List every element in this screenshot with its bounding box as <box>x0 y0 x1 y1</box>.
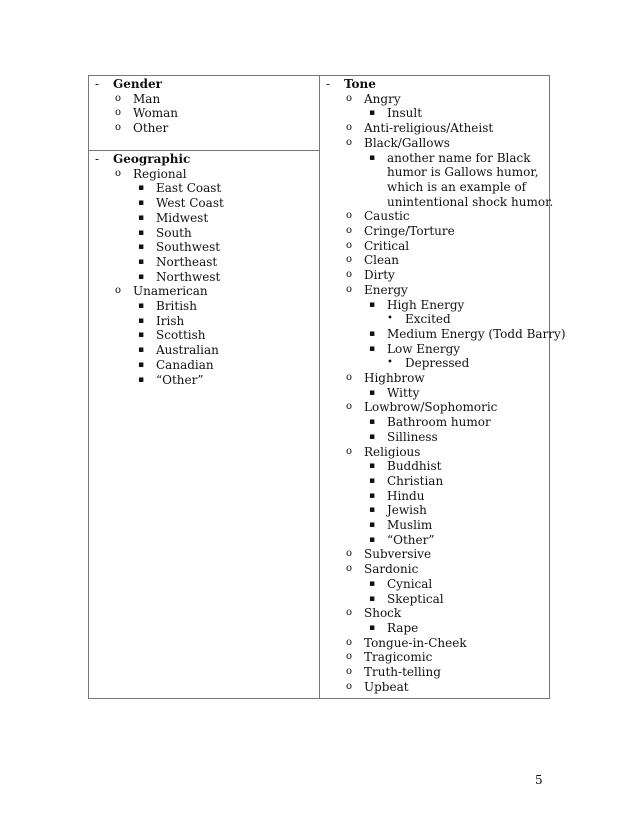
list-item <box>320 430 551 445</box>
circle-bullet-icon: o <box>346 372 353 383</box>
list-item <box>89 240 319 255</box>
square-bullet-icon: ▪ <box>369 387 376 398</box>
circle-bullet-icon: o <box>346 225 353 236</box>
list-item <box>320 518 551 533</box>
region-item: Southwest <box>156 240 221 255</box>
list-item <box>320 386 551 401</box>
list-item <box>320 283 551 298</box>
gender-heading-row <box>89 77 319 92</box>
circle-bullet-icon: o <box>346 680 353 692</box>
list-item <box>89 328 319 343</box>
list-item <box>89 284 319 299</box>
list-item <box>320 547 551 562</box>
list-item <box>320 312 551 327</box>
dot-bullet-icon: • <box>387 313 393 325</box>
list-item <box>320 298 551 313</box>
region-item: East Coast <box>156 181 222 196</box>
region-item: Northeast <box>156 254 218 269</box>
list-item <box>89 255 319 270</box>
circle-bullet-icon: o <box>346 563 353 575</box>
list-item <box>320 650 551 665</box>
square-bullet-icon: ▪ <box>138 330 145 341</box>
list-item <box>320 606 551 621</box>
circle-bullet-icon: o <box>346 136 353 148</box>
tone-subitem: High Energy <box>387 297 465 312</box>
list-item <box>320 577 551 592</box>
square-bullet-icon: ▪ <box>138 345 145 356</box>
gender-option: Man <box>133 91 161 106</box>
tone-item: Tragicomic <box>364 650 433 665</box>
list-item <box>320 356 551 371</box>
circle-bullet-icon: o <box>346 239 353 251</box>
dash-marker: - <box>326 77 331 91</box>
dash-marker: - <box>95 77 100 91</box>
region-item: South <box>156 225 192 240</box>
square-bullet-icon: ▪ <box>138 227 145 238</box>
unamerican-label: Unamerican <box>133 284 208 299</box>
square-bullet-icon: ▪ <box>138 183 145 194</box>
circle-bullet-icon: o <box>346 607 353 619</box>
tone-subitem-line: humor is Gallows humor, <box>387 165 539 180</box>
tone-subitem: Witty <box>387 385 420 400</box>
circle-bullet-icon: o <box>346 283 353 295</box>
list-item <box>320 151 551 166</box>
tone-subitem: Hindu <box>387 488 425 503</box>
square-bullet-icon: ▪ <box>138 212 145 223</box>
list-item <box>320 621 551 636</box>
list-item <box>320 77 551 92</box>
tone-item: Dirty <box>364 268 395 283</box>
square-bullet-icon: ▪ <box>369 475 376 486</box>
list-item <box>89 121 319 136</box>
circle-bullet-icon: o <box>346 666 353 677</box>
square-bullet-icon: ▪ <box>369 490 376 501</box>
tone-subitem: Muslim <box>387 518 433 532</box>
tone-item: Anti-religious/Atheist <box>364 121 494 136</box>
square-bullet-icon: ▪ <box>138 198 145 209</box>
list-item <box>89 343 319 358</box>
square-bullet-icon: ▪ <box>138 242 145 253</box>
circle-bullet-icon: o <box>346 269 353 281</box>
tone-item: Shock <box>364 606 402 621</box>
circle-bullet-icon: o <box>115 92 122 104</box>
dash-marker: - <box>95 152 100 166</box>
page-number: 5 <box>535 773 543 787</box>
dot-bullet-icon: • <box>387 357 393 369</box>
list-item <box>320 121 551 136</box>
tone-subitem: Low Energy <box>387 341 461 356</box>
list-item <box>320 239 551 254</box>
region-item: Canadian <box>156 357 214 372</box>
square-bullet-icon: ▪ <box>138 301 145 311</box>
tone-item: Truth-telling <box>364 665 441 679</box>
circle-bullet-icon: o <box>346 401 353 413</box>
circle-bullet-icon: o <box>346 122 353 134</box>
list-item <box>320 180 551 195</box>
region-item: “Other” <box>156 372 204 387</box>
circle-bullet-icon: o <box>346 445 353 457</box>
circle-bullet-icon: o <box>115 122 122 134</box>
tone-item: Cringe/Torture <box>364 224 455 238</box>
list-item <box>89 226 319 241</box>
tone-subitem: Insult <box>387 106 423 121</box>
tone-subitem-line: another name for Black <box>387 150 531 165</box>
geographic-heading: Geographic <box>113 152 191 166</box>
tone-subitem: Buddhist <box>387 459 442 474</box>
square-bullet-icon: ▪ <box>369 328 376 339</box>
list-item <box>89 92 319 107</box>
row-divider <box>89 150 319 151</box>
list-item <box>320 489 551 504</box>
tone-subitem: Cynical <box>387 576 433 591</box>
circle-bullet-icon: o <box>346 254 353 266</box>
list-item <box>320 136 551 151</box>
square-bullet-icon: ▪ <box>369 417 376 428</box>
list-item <box>320 445 551 460</box>
list-item <box>89 196 319 211</box>
circle-bullet-icon: o <box>115 285 122 297</box>
list-item <box>320 415 551 430</box>
region-item: Scottish <box>156 328 206 343</box>
list-item <box>320 326 566 342</box>
tone-subitem: “Other” <box>387 532 435 547</box>
list-item <box>320 194 554 210</box>
circle-bullet-icon: o <box>115 167 122 179</box>
tone-item: Lowbrow/Sophomoric <box>364 400 498 415</box>
list-item <box>320 92 551 107</box>
region-item: West Coast <box>156 196 224 211</box>
list-item <box>320 680 551 695</box>
tone-item: Clean <box>364 253 400 268</box>
circle-bullet-icon: o <box>115 107 122 119</box>
region-item: Irish <box>156 313 185 328</box>
list-item <box>320 665 551 680</box>
square-bullet-icon: ▪ <box>369 108 376 119</box>
regional-label: Regional <box>133 166 187 181</box>
tone-subitem: Silliness <box>387 429 438 444</box>
list-item <box>320 533 551 548</box>
list-item <box>320 400 551 415</box>
tone-item: Angry <box>364 91 401 106</box>
list-item <box>320 224 551 239</box>
tone-subitem: Skeptical <box>387 591 444 606</box>
tone-item: Subversive <box>364 547 432 562</box>
list-item <box>320 592 551 607</box>
gender-option: Other <box>133 121 169 136</box>
square-bullet-icon: ▪ <box>138 315 145 326</box>
gender-heading: Gender <box>113 77 162 91</box>
square-bullet-icon: ▪ <box>369 431 376 442</box>
list-item <box>320 253 551 268</box>
list-item <box>89 270 319 285</box>
region-item: Northwest <box>156 269 221 284</box>
tone-item: Upbeat <box>364 679 409 694</box>
tone-item: Energy <box>364 282 408 297</box>
list-item <box>320 459 551 474</box>
list-item <box>320 342 551 357</box>
square-bullet-icon: ▪ <box>369 534 376 545</box>
circle-bullet-icon: o <box>346 636 353 648</box>
region-item: British <box>156 299 197 313</box>
tone-item: Tongue-in-Cheek <box>364 635 467 650</box>
tone-subitem-line: unintentional shock humor. <box>387 194 554 209</box>
square-bullet-icon: ▪ <box>369 505 376 516</box>
list-item <box>320 165 551 180</box>
list-item <box>89 314 319 329</box>
square-bullet-icon: ▪ <box>138 256 145 267</box>
square-bullet-icon: ▪ <box>369 593 376 604</box>
list-item <box>89 358 319 373</box>
tone-item: Caustic <box>364 209 410 224</box>
square-bullet-icon: ▪ <box>138 359 145 370</box>
list-item <box>89 152 319 167</box>
tone-subitem: Rape <box>387 620 419 635</box>
tone-subitem-line: which is an example of <box>387 179 527 194</box>
square-bullet-icon: ▪ <box>369 343 376 354</box>
outline-table <box>88 75 566 699</box>
list-item <box>89 211 319 226</box>
list-item <box>320 371 551 386</box>
square-bullet-icon: ▪ <box>138 374 145 385</box>
list-item <box>89 299 319 314</box>
square-bullet-icon: ▪ <box>138 271 145 282</box>
tone-subsubitem: Depressed <box>405 356 470 371</box>
gender-option: Woman <box>133 106 179 121</box>
list-item <box>320 503 551 518</box>
circle-bullet-icon: o <box>346 651 353 663</box>
square-bullet-icon: ▪ <box>369 622 376 633</box>
tone-subsubitem: Excited <box>405 312 451 327</box>
list-item <box>89 106 319 121</box>
tone-subitem: Christian <box>387 473 444 488</box>
tone-item: Highbrow <box>364 371 425 385</box>
square-bullet-icon: ▪ <box>369 520 376 530</box>
region-item: Midwest <box>156 210 209 225</box>
tone-subitem: Medium Energy (Todd Barry) <box>387 326 566 341</box>
list-item <box>320 636 551 651</box>
circle-bullet-icon: o <box>346 92 353 104</box>
circle-bullet-icon: o <box>346 548 353 560</box>
region-item: Australian <box>156 343 219 358</box>
tone-heading: Tone <box>344 77 376 91</box>
tone-item: Sardonic <box>364 562 419 577</box>
list-item <box>89 167 319 182</box>
square-bullet-icon: ▪ <box>369 152 376 163</box>
tone-item: Critical <box>364 238 410 253</box>
list-item <box>320 474 551 489</box>
square-bullet-icon: ▪ <box>369 578 376 589</box>
list-item <box>320 268 551 283</box>
tone-item: Religious <box>364 444 421 459</box>
list-item <box>320 562 551 577</box>
list-item <box>89 373 319 388</box>
tone-subitem: Jewish <box>387 503 427 518</box>
square-bullet-icon: ▪ <box>369 299 376 310</box>
list-item <box>320 106 551 121</box>
list-item <box>320 209 551 224</box>
tone-subitem: Bathroom humor <box>387 415 491 430</box>
list-item <box>89 181 319 196</box>
tone-item: Black/Gallows <box>364 135 450 150</box>
circle-bullet-icon: o <box>346 210 353 222</box>
square-bullet-icon: ▪ <box>369 461 376 472</box>
